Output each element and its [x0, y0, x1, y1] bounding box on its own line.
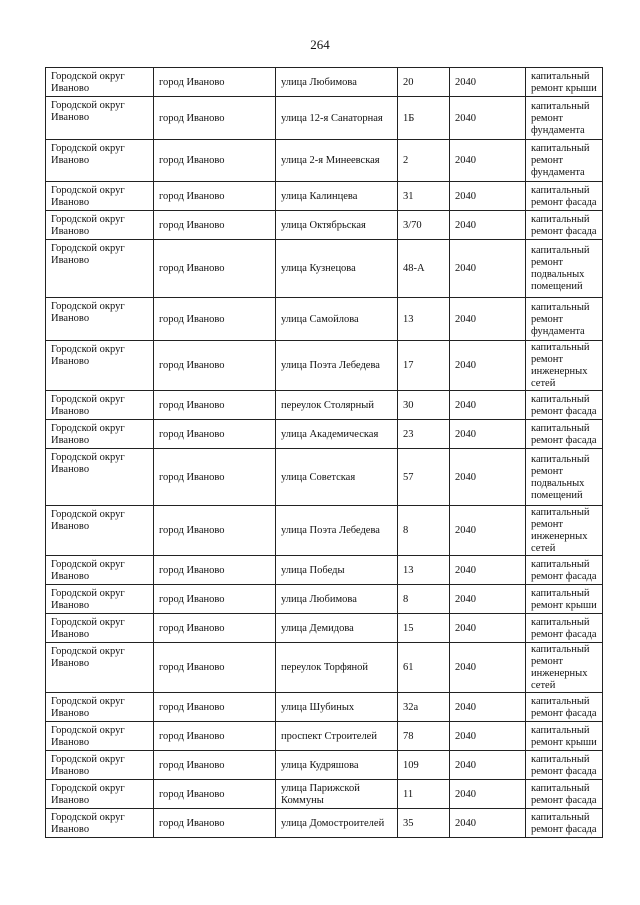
- table-row: [46, 506, 603, 556]
- house-number-cell: 8: [398, 585, 450, 614]
- city-cell: город Иваново: [154, 341, 276, 391]
- house-number-cell: 31: [398, 182, 450, 211]
- street-cell: улица Победы: [276, 556, 398, 585]
- city-cell: город Иваново: [154, 722, 276, 751]
- street-cell: улица Советская: [276, 449, 398, 506]
- street-cell: переулок Столярный: [276, 391, 398, 420]
- street-cell: улица Октябрьская: [276, 211, 398, 240]
- year-cell: 2040: [450, 240, 526, 298]
- work-type-cell: капитальный ремонт фасада: [526, 182, 603, 211]
- city-cell: город Иваново: [154, 643, 276, 693]
- city-cell: город Иваново: [154, 391, 276, 420]
- year-cell: 2040: [450, 341, 526, 391]
- municipal-district-cell: Городской округ Иваново: [46, 240, 154, 298]
- table-row: [46, 693, 603, 722]
- municipal-district-cell: Городской округ Иваново: [46, 780, 154, 809]
- house-number-cell: 3/70: [398, 211, 450, 240]
- work-type-cell: капитальный ремонт фасада: [526, 614, 603, 643]
- year-cell: 2040: [450, 585, 526, 614]
- municipal-district-cell: Городской округ Иваново: [46, 585, 154, 614]
- house-number-cell: 8: [398, 506, 450, 556]
- table-row: [46, 391, 603, 420]
- work-type-cell: капитальный ремонт крыши: [526, 68, 603, 97]
- table-row: [46, 643, 603, 693]
- repair-registry-table: [45, 67, 603, 838]
- house-number-cell: 13: [398, 298, 450, 341]
- table-row: [46, 722, 603, 751]
- table-row: [46, 68, 603, 97]
- city-cell: город Иваново: [154, 614, 276, 643]
- work-type-cell: капитальный ремонт фундамента: [526, 140, 603, 182]
- city-cell: город Иваново: [154, 506, 276, 556]
- table-row: [46, 780, 603, 809]
- street-cell: улица Поэта Лебедева: [276, 341, 398, 391]
- table-row: [46, 211, 603, 240]
- street-cell: переулок Торфяной: [276, 643, 398, 693]
- year-cell: 2040: [450, 211, 526, 240]
- city-cell: город Иваново: [154, 240, 276, 298]
- year-cell: 2040: [450, 722, 526, 751]
- city-cell: город Иваново: [154, 97, 276, 140]
- street-cell: улица Самойлова: [276, 298, 398, 341]
- city-cell: город Иваново: [154, 182, 276, 211]
- year-cell: 2040: [450, 68, 526, 97]
- street-cell: улица Кудряшова: [276, 751, 398, 780]
- municipal-district-cell: Городской округ Иваново: [46, 68, 154, 97]
- house-number-cell: 32а: [398, 693, 450, 722]
- year-cell: 2040: [450, 391, 526, 420]
- city-cell: город Иваново: [154, 780, 276, 809]
- municipal-district-cell: Городской округ Иваново: [46, 506, 154, 556]
- table-row: [46, 751, 603, 780]
- house-number-cell: 23: [398, 420, 450, 449]
- street-cell: улица Любимова: [276, 585, 398, 614]
- street-cell: улица Демидова: [276, 614, 398, 643]
- year-cell: 2040: [450, 809, 526, 838]
- work-type-cell: капитальный ремонт подвальных помещений: [526, 449, 603, 506]
- house-number-cell: 2: [398, 140, 450, 182]
- municipal-district-cell: Городской округ Иваново: [46, 298, 154, 341]
- street-cell: улица 2-я Минеевская: [276, 140, 398, 182]
- municipal-district-cell: Городской округ Иваново: [46, 693, 154, 722]
- street-cell: улица Шубиных: [276, 693, 398, 722]
- page-number: 264: [310, 37, 330, 52]
- city-cell: город Иваново: [154, 449, 276, 506]
- year-cell: 2040: [450, 182, 526, 211]
- work-type-cell: капитальный ремонт фундамента: [526, 298, 603, 341]
- city-cell: город Иваново: [154, 693, 276, 722]
- city-cell: город Иваново: [154, 556, 276, 585]
- work-type-cell: капитальный ремонт крыши: [526, 585, 603, 614]
- municipal-district-cell: Городской округ Иваново: [46, 391, 154, 420]
- municipal-district-cell: Городской округ Иваново: [46, 211, 154, 240]
- year-cell: 2040: [450, 614, 526, 643]
- municipal-district-cell: Городской округ Иваново: [46, 420, 154, 449]
- work-type-cell: капитальный ремонт фасада: [526, 556, 603, 585]
- city-cell: город Иваново: [154, 751, 276, 780]
- municipal-district-cell: Городской округ Иваново: [46, 614, 154, 643]
- year-cell: 2040: [450, 506, 526, 556]
- municipal-district-cell: Городской округ Иваново: [46, 449, 154, 506]
- house-number-cell: 17: [398, 341, 450, 391]
- street-cell: улица Кузнецова: [276, 240, 398, 298]
- city-cell: город Иваново: [154, 809, 276, 838]
- work-type-cell: капитальный ремонт инженерных сетей: [526, 643, 603, 693]
- year-cell: 2040: [450, 140, 526, 182]
- house-number-cell: 1Б: [398, 97, 450, 140]
- house-number-cell: 11: [398, 780, 450, 809]
- work-type-cell: капитальный ремонт фундамента: [526, 97, 603, 140]
- year-cell: 2040: [450, 693, 526, 722]
- table-row: [46, 341, 603, 391]
- work-type-cell: капитальный ремонт фасада: [526, 391, 603, 420]
- house-number-cell: 61: [398, 643, 450, 693]
- municipal-district-cell: Городской округ Иваново: [46, 556, 154, 585]
- table-row: [46, 420, 603, 449]
- house-number-cell: 20: [398, 68, 450, 97]
- table-row: [46, 182, 603, 211]
- work-type-cell: капитальный ремонт фасада: [526, 693, 603, 722]
- municipal-district-cell: Городской округ Иваново: [46, 341, 154, 391]
- city-cell: город Иваново: [154, 298, 276, 341]
- municipal-district-cell: Городской округ Иваново: [46, 643, 154, 693]
- year-cell: 2040: [450, 780, 526, 809]
- house-number-cell: 13: [398, 556, 450, 585]
- work-type-cell: капитальный ремонт крыши: [526, 722, 603, 751]
- municipal-district-cell: Городской округ Иваново: [46, 722, 154, 751]
- table-row: [46, 449, 603, 506]
- street-cell: улица Академическая: [276, 420, 398, 449]
- house-number-cell: 109: [398, 751, 450, 780]
- table-row: [46, 240, 603, 298]
- table-row: [46, 97, 603, 140]
- table-row: [46, 614, 603, 643]
- house-number-cell: 35: [398, 809, 450, 838]
- city-cell: город Иваново: [154, 211, 276, 240]
- street-cell: улица Любимова: [276, 68, 398, 97]
- table-row: [46, 298, 603, 341]
- street-cell: проспект Строителей: [276, 722, 398, 751]
- city-cell: город Иваново: [154, 585, 276, 614]
- work-type-cell: капитальный ремонт фасада: [526, 211, 603, 240]
- work-type-cell: капитальный ремонт фасада: [526, 780, 603, 809]
- work-type-cell: капитальный ремонт фасада: [526, 809, 603, 838]
- registry-table-body: [46, 68, 603, 838]
- work-type-cell: капитальный ремонт инженерных сетей: [526, 341, 603, 391]
- year-cell: 2040: [450, 751, 526, 780]
- street-cell: улица Калинцева: [276, 182, 398, 211]
- street-cell: улица 12-я Санаторная: [276, 97, 398, 140]
- city-cell: город Иваново: [154, 68, 276, 97]
- street-cell: улица Домостроителей: [276, 809, 398, 838]
- street-cell: улица Поэта Лебедева: [276, 506, 398, 556]
- work-type-cell: капитальный ремонт инженерных сетей: [526, 506, 603, 556]
- city-cell: город Иваново: [154, 420, 276, 449]
- year-cell: 2040: [450, 449, 526, 506]
- table-row: [46, 809, 603, 838]
- year-cell: 2040: [450, 97, 526, 140]
- house-number-cell: 30: [398, 391, 450, 420]
- municipal-district-cell: Городской округ Иваново: [46, 97, 154, 140]
- municipal-district-cell: Городской округ Иваново: [46, 140, 154, 182]
- city-cell: город Иваново: [154, 140, 276, 182]
- work-type-cell: капитальный ремонт фасада: [526, 420, 603, 449]
- table-row: [46, 140, 603, 182]
- year-cell: 2040: [450, 643, 526, 693]
- municipal-district-cell: Городской округ Иваново: [46, 751, 154, 780]
- table-row: [46, 585, 603, 614]
- year-cell: 2040: [450, 556, 526, 585]
- house-number-cell: 78: [398, 722, 450, 751]
- work-type-cell: капитальный ремонт подвальных помещений: [526, 240, 603, 298]
- municipal-district-cell: Городской округ Иваново: [46, 182, 154, 211]
- work-type-cell: капитальный ремонт фасада: [526, 751, 603, 780]
- table-row: [46, 556, 603, 585]
- house-number-cell: 57: [398, 449, 450, 506]
- year-cell: 2040: [450, 298, 526, 341]
- house-number-cell: 48-А: [398, 240, 450, 298]
- house-number-cell: 15: [398, 614, 450, 643]
- municipal-district-cell: Городской округ Иваново: [46, 809, 154, 838]
- street-cell: улица Парижской Коммуны: [276, 780, 398, 809]
- year-cell: 2040: [450, 420, 526, 449]
